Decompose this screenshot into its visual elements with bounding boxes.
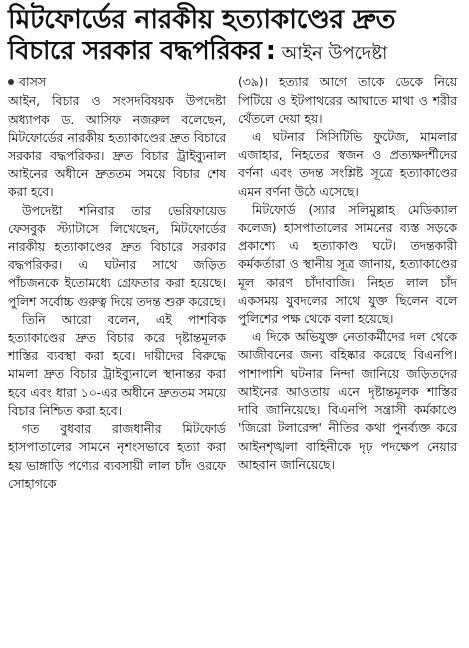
article-column-left — [8, 73, 226, 492]
article-column-right — [238, 73, 457, 492]
paragraph: (৩৯)। হত্যার আগে তাকে ডেকে নিয়ে পিটিয়ে ও ইটপাথরের আঘাতে মাথা ও শরীর থেঁতলে দেয়া হয়। — [238, 75, 457, 126]
byline — [8, 73, 226, 91]
headline-colon: : — [265, 36, 276, 67]
headline — [8, 4, 463, 67]
paragraph: তিনি আরো বলেন, এই পাশবিক হত্যাকাণ্ডের দ্রুত বিচার করে দৃষ্টান্তমূলক শাস্তির ব্যবস্থা করা হবে। দায়ীদের বিরুদ্ধে মামলা দ্রুত বিচার ট্রাইব্যুনালে স্থানান্তর করা হবে এবং ধারা ১০-এর অধীনে দ্রুততম সময়ে বিচার নিশ্চিত করা হবে। — [8, 312, 226, 418]
headline-line-2-main: বিচারে সরকার বদ্ধপরিকর — [8, 36, 262, 67]
paragraph: এ দিকে অভিযুক্ত নেতাকর্মীদের দল থেকে আজীবনের জন্য বহিষ্কার করেছে বিএনপি। পাশাপাশি ঘটনার নিন্দা জানিয়ে জড়িতদের আইনের আওতায় এনে দৃষ্টান্তমূলক শাস্তির দাবি জানিয়েছে। বিএনপি সন্ত্রাসী কর্মকাণ্ডে 'জিরো টলারেন্স' নীতির কথা পুনর্ব্যক্ত করে আইনশৃঙ্খলা বাহিনীকে দৃঢ় পদক্ষেপ নেয়ার আহবান জানিয়েছে। — [238, 330, 457, 472]
bullet-icon — [8, 79, 14, 85]
paragraph: উপদেষ্টা শনিবার তার ভেরিফায়েড ফেসবুক স্ট্যাটাসে লিখেছেন, মিটফোর্ডের নারকীয় হত্যাকাণ্ডের দ্রুত বিচারে সরকার বদ্ধপরিকর। এ ঘটনার সাথে জড়িত পাঁচজনকে ইতোমধ্যে গ্রেফতার করা হয়েছে। পুলিশ সর্বোচ্চ গুরুত্ব দিয়ে তদন্ত শুরু করেছে। — [8, 203, 226, 309]
byline-source: বাসস — [19, 74, 47, 90]
paragraph: এ ঘটনার সিসিটিভি ফুটেজ, মামলার এজাহার, নিহতের স্বজন ও প্রত্যক্ষদর্শীদের বর্ণনা এবং তদন্ত সংশ্লিষ্ট সূত্রে হত্যাকাণ্ডের এমন বর্ণনা উঠে এসেছে। — [238, 130, 457, 199]
headline-line-1: মিটফোর্ডের নারকীয় হত্যাকাণ্ডের দ্রুত — [8, 4, 396, 35]
paragraph: আইন, বিচার ও সংসদবিষয়ক উপদেষ্টা অধ্যাপক ড. আসিফ নজরুল বলেছেন, মিটফোর্ডের নারকীয় হত্যাকাণ্ডের দ্রুত বিচারে সরকার বদ্ধপরিকর। দ্রুত বিচার ট্রাইব্যুনাল আইনের অধীনে দ্রুততম সময়ে বিচার শেষ করা হবে। — [8, 94, 226, 200]
paragraph: গত বুধবার রাজধানীর মিটফোর্ড হাসপাতালের সামনে নৃশংসভাবে হত্যা করা হয় ভাঙ্গাড়ি পণ্যের ব্যবসায়ী লাল চাঁদ ওরফে সোহাগকে — [8, 422, 226, 491]
headline-attribution: আইন উপদেষ্টা — [281, 43, 388, 65]
paragraph: মিটফোর্ড (স্যার সলিমুল্লাহ মেডিক্যাল কলেজ) হাসপাতালের সামনের ব্যস্ত সড়কে প্রকাশ্যে এ হত্যাকাণ্ড ঘটে। তদন্তকারী কর্মকর্তারা ও স্থানীয় সূত্র জানায়, হত্যাকাণ্ডের মূল কারণ চাঁদাবাজি। নিহত লাল চাঁদ একসময় যুবদলের সাথে যুক্ত ছিলেন বলে পুলিশের পক্ষ থেকে বলা হয়েছে। — [238, 202, 457, 327]
article-body — [8, 73, 463, 492]
headline-line-2 — [8, 36, 463, 67]
